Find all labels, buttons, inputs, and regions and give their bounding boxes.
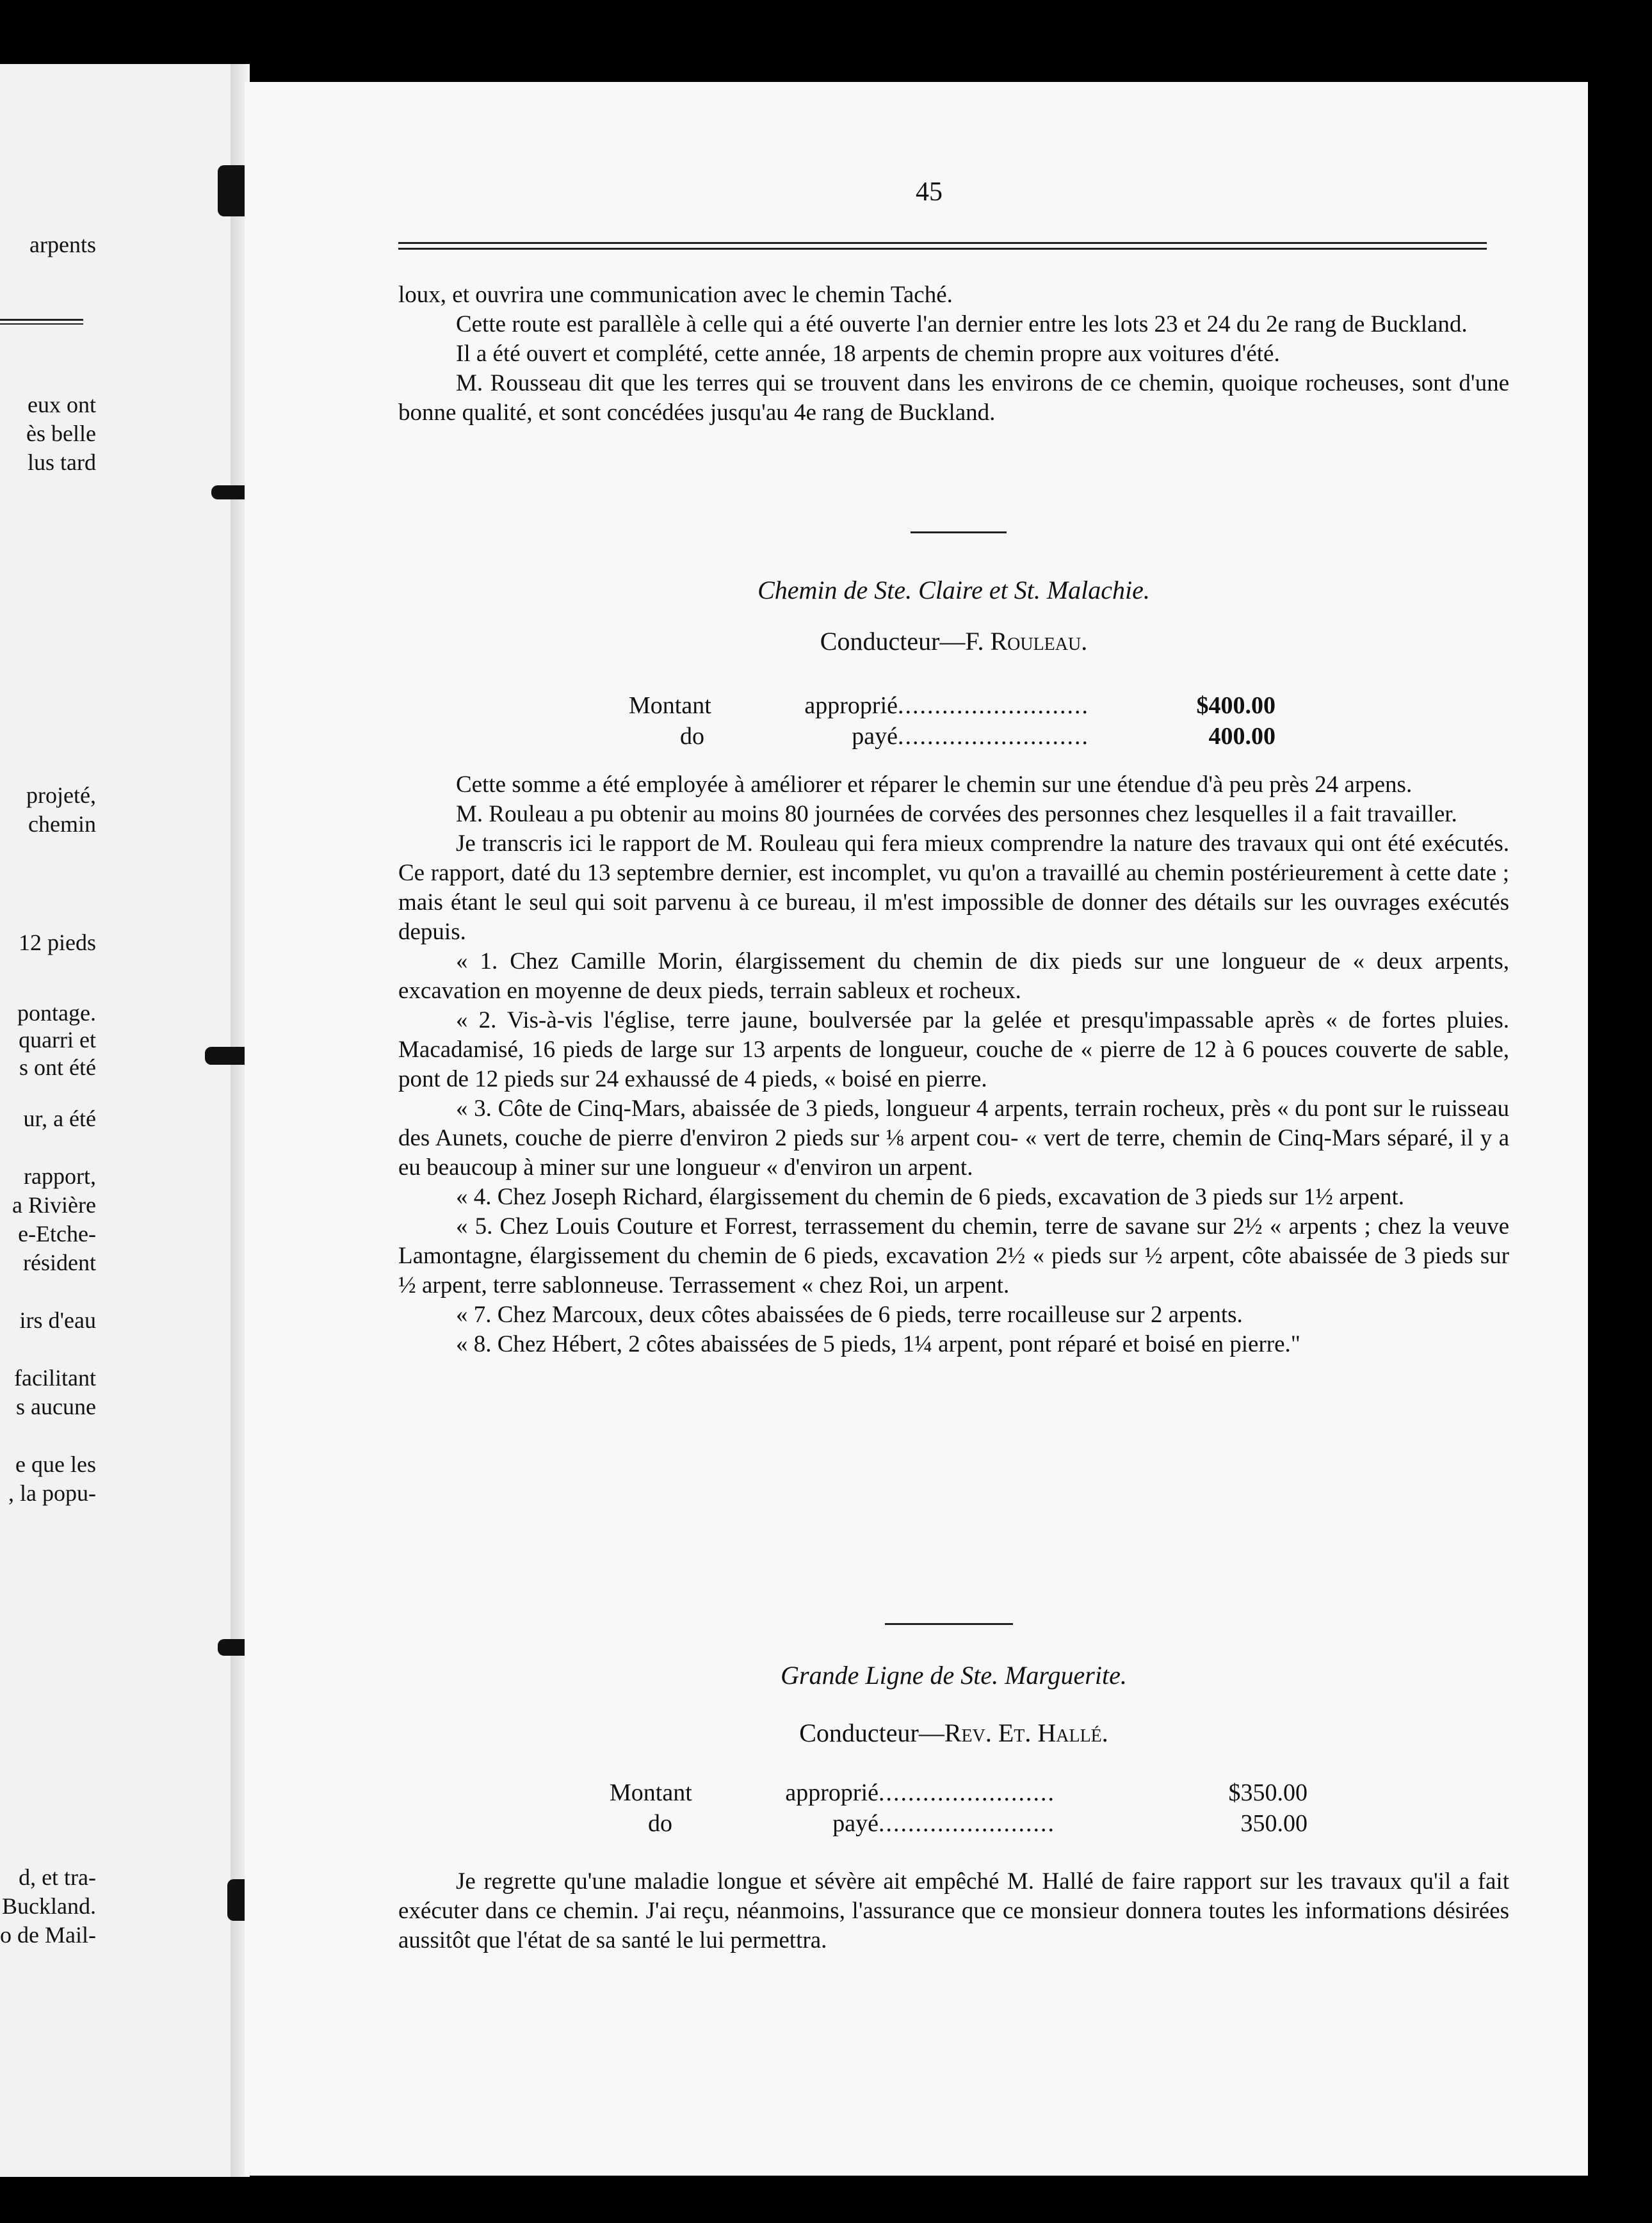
section2-amounts xyxy=(610,1777,1308,1839)
row-label: do xyxy=(680,723,704,750)
report-item-4: « 4. Chez Joseph Richard, élargissement du chemin de 6 pieds, excavation de 3 pieds sur 1½ arpent. xyxy=(456,1184,1404,1210)
left-page-fragment: s aucune xyxy=(16,1394,96,1419)
report-item-2: « 2. Vis-à-vis l'église, terre jaune, boulversée par la gelée et presqu'impassable après « de fortes pluies. Macadamisé, 16 pieds de large sur 13 arpents de longueur, couche de « pierre de 12 à 6 pouces couverte de sable, pont de 12 pieds sur 24 exhaussé de 4 pieds, « boisé en pierre. xyxy=(398,1007,1509,1092)
left-page-fragment: arpents xyxy=(29,232,96,257)
left-page-fragment: irs d'eau xyxy=(19,1307,96,1333)
left-page-fragment: o de Mail- xyxy=(0,1922,96,1948)
leader-dots: ........................ xyxy=(879,1810,1055,1837)
leader-dots: .......................... xyxy=(898,692,1089,719)
amount-value: $350.00 xyxy=(1228,1779,1308,1806)
row-label: Montant xyxy=(610,1779,692,1806)
section1-conducteur-prefix: Conducteur— xyxy=(820,627,966,656)
leader-dots: ........................ xyxy=(879,1779,1055,1806)
report-item-7: « 7. Chez Marcoux, deux côtes abaissées de 6 pieds, terre rocailleuse sur 2 arpents. xyxy=(456,1302,1243,1328)
section2-title: Grande Ligne de Ste. Marguerite. xyxy=(781,1661,1127,1690)
section2-paragraph: Je regrette qu'une maladie longue et sévère ait empêché M. Hallé de faire rapport sur les travaux qu'il a fait exécuter dans ce chemin. J'ai reçu, néanmoins, l'assurance que ce monsieur donnera toutes les informations désirées aussitôt que l'état de sa santé le lui permettra. xyxy=(398,1868,1509,1953)
left-page-fragment: pontage. xyxy=(17,1000,96,1026)
section1-paragraph: Cette somme a été employée à améliorer et réparer le chemin sur une étendue d'à peu près 24 arpens. xyxy=(456,772,1413,798)
row-label-2: payé xyxy=(832,1810,879,1837)
left-page-fragment: Buckland. xyxy=(2,1893,96,1919)
intro-paragraph-3: M. Rousseau dit que les terres qui se trouvent dans les environs de ce chemin, quoique rocheuses, sont d'une bonne qualité, et sont concédées jusqu'au 4e rang de Buckland. xyxy=(398,370,1509,426)
intro-block xyxy=(398,280,1509,428)
left-page-fragment: ur, a été xyxy=(23,1106,96,1131)
left-page-fragment: ès belle xyxy=(26,421,96,446)
left-page-fragment: eux ont xyxy=(28,392,96,417)
intro-paragraph-1: Cette route est parallèle à celle qui a été ouverte l'an dernier entre les lots 23 et 24 du 2e rang de Buckland. xyxy=(456,311,1468,337)
left-page-fragment: e-Etche- xyxy=(18,1221,96,1247)
left-page-fragment: chemin xyxy=(28,811,96,837)
row-label: Montant xyxy=(629,692,711,719)
section1-conducteur xyxy=(398,626,1509,656)
row-label-2: approprié xyxy=(785,1779,879,1806)
section-divider-2 xyxy=(885,1623,1013,1625)
left-page-fragment: facilitant xyxy=(14,1365,96,1391)
section-divider-1 xyxy=(911,531,1007,533)
report-item-8: « 8. Chez Hébert, 2 côtes abaissées de 5 pieds, 1¼ arpent, pont réparé et boisé en pierre." xyxy=(456,1331,1300,1357)
row-label: do xyxy=(648,1810,672,1837)
row-label-2: payé xyxy=(852,723,898,750)
section2-conducteur-prefix: Conducteur— xyxy=(799,1718,944,1747)
section1-amounts xyxy=(629,690,1275,752)
section1-paragraph: M. Rouleau a pu obtenir au moins 80 journées de corvées des personnes chez lesquelles il a fait travailler. xyxy=(456,801,1457,827)
left-page-fragment: rapport, xyxy=(24,1163,96,1189)
left-page-fragment: quarri et xyxy=(19,1027,96,1053)
left-page-fragment: d, et tra- xyxy=(19,1864,96,1890)
row-label-2: approprié xyxy=(804,692,898,719)
left-page-rule xyxy=(0,319,83,325)
section2-conducteur xyxy=(398,1718,1509,1748)
amount-value: $400.00 xyxy=(1196,692,1275,719)
amount-value: 350.00 xyxy=(1240,1810,1308,1837)
document-page xyxy=(245,82,1588,2176)
left-page-fragment: e que les xyxy=(15,1451,96,1477)
left-page-fragment: projeté, xyxy=(26,782,96,808)
amount-value: 400.00 xyxy=(1208,723,1275,750)
section2-body xyxy=(398,1867,1509,1955)
leader-dots: .......................... xyxy=(898,723,1089,750)
left-page-fragment: s ont été xyxy=(19,1055,96,1080)
left-page-fragment: 12 pieds xyxy=(19,930,96,955)
intro-line-0: loux, et ouvrira une communication avec le chemin Taché. xyxy=(398,282,953,308)
left-page-fragment: , la popu- xyxy=(8,1480,96,1506)
section1-amount-row-paid xyxy=(629,721,1275,752)
section1-title: Chemin de Ste. Claire et St. Malachie. xyxy=(757,576,1150,604)
section1-body xyxy=(398,770,1509,1359)
header-double-rule xyxy=(398,242,1487,250)
section1-paragraph: Je transcris ici le rapport de M. Rouleau qui fera mieux comprendre la nature des travaux qui ont été exécutés. Ce rapport, daté du 13 septembre dernier, est incomplet, vu qu'on a travaillé au chemin postérieurement à cette date ; mais étant le seul qui soit parvenu à ce bureau, il m'est impossible de donner des détails sur les ouvrages exécutés depuis. xyxy=(398,830,1509,945)
left-page-fragment: résident xyxy=(23,1250,96,1275)
intro-paragraph-2: Il a été ouvert et complété, cette année, 18 arpents de chemin propre aux voitures d'été. xyxy=(456,341,1280,367)
section2-conducteur-name: Rev. Et. Hallé. xyxy=(944,1718,1108,1747)
section2-amount-row-paid xyxy=(610,1808,1308,1839)
left-page-fragment: a Rivière xyxy=(12,1192,96,1218)
section1-conducteur-name: F. Rouleau. xyxy=(965,627,1088,656)
left-page-fragment: lus tard xyxy=(28,449,96,475)
page-number: 45 xyxy=(916,177,943,207)
report-item-3: « 3. Côte de Cinq-Mars, abaissée de 3 pieds, longueur 4 arpents, terrain rocheux, près « du pont sur le ruisseau des Aunets, couche de pierre d'environ 2 pieds sur ⅛ arpent cou- « vert de terre, chemin de Cinq-Mars séparé, il y a eu beaucoup à miner sur une longueur « d'environ un arpent. xyxy=(398,1095,1509,1181)
report-item-5: « 5. Chez Louis Couture et Forrest, terrassement du chemin, terre de savane sur 2½ « arpents ; chez la veuve Lamontagne, élargissement du chemin de 6 pieds, excavation 2½ « pieds sur ½ arpent, côte abaissée de 3 pieds sur ½ arpent, terre sablonneuse. Terrassement « chez Roi, un arpent. xyxy=(398,1213,1509,1298)
left-facing-page xyxy=(0,64,242,2177)
report-item-1: « 1. Chez Camille Morin, élargissement du chemin de dix pieds sur une longueur de « deux arpents, excavation en moyenne de deux pieds, terrain sableux et rocheux. xyxy=(398,948,1509,1004)
section2-amount-row-appropriated xyxy=(610,1777,1308,1808)
section1-amount-row-appropriated xyxy=(629,690,1275,721)
